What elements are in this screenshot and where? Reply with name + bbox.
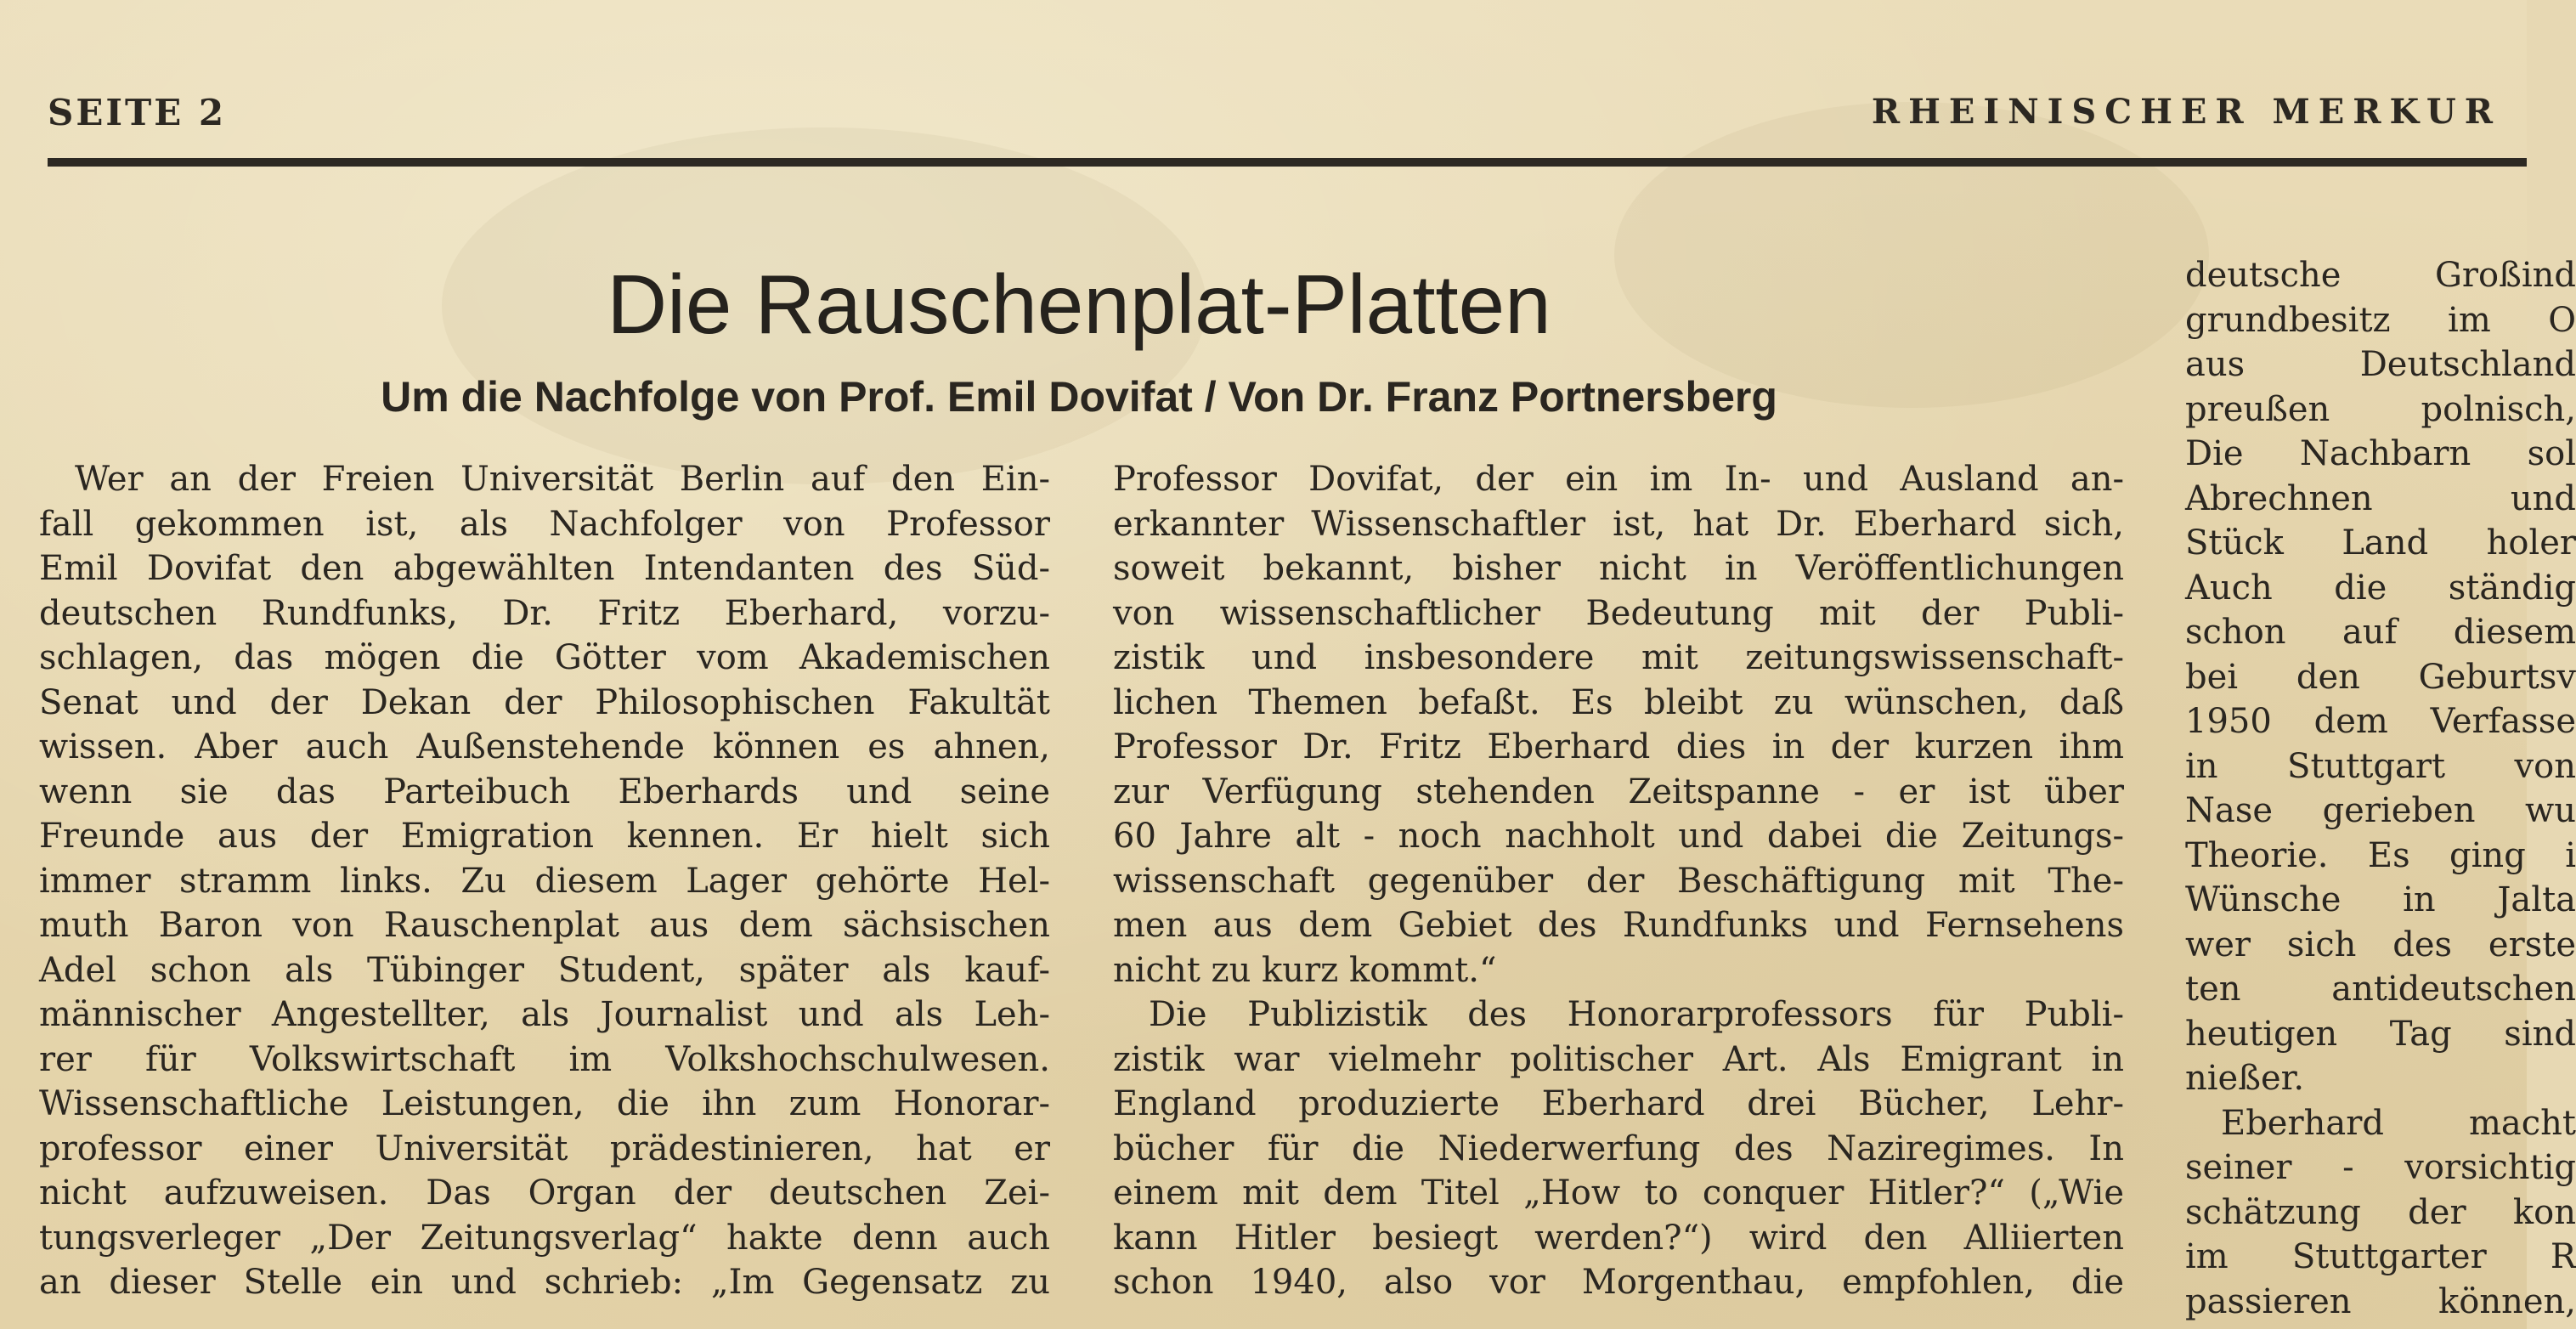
text-line: zistik war vielmehr politischer Art. Als Emigrant in [1113, 1039, 2124, 1079]
paper-stain [1614, 102, 2209, 408]
text-line: Auch die ständig [2185, 568, 2576, 608]
text-line: tungsverleger „Der Zeitungsverlag“ hakte denn auch [39, 1218, 1050, 1258]
text-line: zistik und insbesondere mit zeitungswissenschaft- [1113, 638, 2124, 677]
text-line: schlagen, das mögen die Götter vom Akademischen [39, 638, 1050, 677]
text-line: muth Baron von Rauschenplat aus dem sächsischen [39, 906, 1050, 945]
text-line: wissen. Aber auch Außenstehende können es ahnen, [39, 727, 1050, 766]
text-line: grundbesitz im O [2185, 300, 2576, 340]
text-line: Senat und der Dekan der Philosophischen Fakultät [39, 682, 1050, 722]
text-line: Theorie. Es ging i [2185, 835, 2576, 875]
text-line: zur Verfügung stehenden Zeitspanne - er ist über [1113, 772, 2124, 812]
text-line: Emil Dovifat den abgewählten Intendanten des Süd- [39, 549, 1050, 588]
text-line: soweit bekannt, bisher nicht in Veröffentlichungen [1113, 549, 2124, 588]
text-line: 1950 dem Verfasse [2185, 702, 2576, 741]
text-line: wissenschaft gegenüber der Beschäftigung mit The- [1113, 861, 2124, 901]
text-line: Eberhard macht [2221, 1103, 2576, 1143]
text-line: Die Nachbarn sol [2185, 434, 2576, 473]
text-line: Die Publizistik des Honorarprofessors für Publi- [1149, 995, 2124, 1034]
text-line: schon auf diesem [2185, 613, 2576, 652]
text-line: Wer an der Freien Universität Berlin auf den Ein- [75, 460, 1050, 499]
text-line: wenn sie das Parteibuch Eberhards und seine [39, 772, 1050, 812]
text-line: an dieser Stelle ein und schrieb: „Im Gegensatz zu [39, 1263, 1050, 1302]
header-rule [48, 158, 2527, 167]
text-line: im Stuttgarter R [2185, 1237, 2576, 1276]
text-line: Stück Land holer [2185, 523, 2576, 563]
text-line: immer stramm links. Zu diesem Lager gehörte Hel- [39, 861, 1050, 901]
text-line: lichen Themen befaßt. Es bleibt zu wünschen, daß [1113, 682, 2124, 722]
text-line: Nase gerieben wu [2185, 791, 2576, 830]
text-line: professor einer Universität prädestinieren, hat er [39, 1128, 1050, 1168]
text-line: Wünsche in Jalta [2185, 880, 2576, 919]
text-line: deutsche Großind [2185, 256, 2576, 295]
text-line: seiner - vorsichtig [2185, 1148, 2576, 1187]
text-line: nießer. [2185, 1059, 2305, 1098]
text-line: schätzung der kon [2185, 1192, 2576, 1232]
text-line: kann Hitler besiegt werden?“) wird den Alliierten [1113, 1218, 2124, 1258]
text-line: nicht zu kurz kommt.“ [1113, 950, 1497, 990]
text-line: Abrechnen und [2185, 478, 2576, 518]
newspaper-name: RHEINISCHER MERKUR [1871, 92, 2501, 132]
text-line: wer sich des erste [2185, 925, 2576, 964]
article-subheadline: Um die Nachfolge von Prof. Emil Dovifat / Von Dr. Franz Portnersberg [381, 373, 1777, 421]
text-line: ten antideutschen [2185, 970, 2576, 1009]
text-line: England produzierte Eberhard drei Bücher, Lehr- [1113, 1084, 2124, 1123]
text-line: von wissenschaftlicher Bedeutung mit der Publi- [1113, 593, 2124, 633]
text-line: preußen polnisch, [2185, 389, 2576, 429]
text-line: heutigen Tag sind [2185, 1014, 2576, 1054]
text-line: men aus dem Gebiet des Rundfunks und Fernsehens [1113, 906, 2124, 945]
text-line: rer für Volkswirtschaft im Volkshochschulwesen. [39, 1039, 1050, 1079]
text-line: bücher für die Niederwerfung des Naziregimes. In [1113, 1128, 2124, 1168]
article-headline: Die Rauschenplat-Platten [607, 257, 1551, 351]
text-line: 60 Jahre alt - noch nachholt und dabei die Zeitungs- [1113, 817, 2124, 856]
text-line: einem mit dem Titel „How to conquer Hitler?“ („Wie [1113, 1173, 2124, 1213]
article-column-1 [39, 457, 1050, 1305]
page-number: SEITE 2 [48, 92, 227, 133]
text-line: nicht aufzuweisen. Das Organ der deutschen Zei- [39, 1173, 1050, 1213]
text-line: männischer Angestellter, als Journalist und als Leh- [39, 995, 1050, 1034]
text-line: in Stuttgart von [2185, 746, 2576, 786]
text-line: Professor Dr. Fritz Eberhard dies in der kurzen ihm [1113, 727, 2124, 766]
text-line: Professor Dovifat, der ein im In- und Ausland an- [1113, 460, 2124, 499]
article-column-3 [2185, 253, 2576, 1324]
text-line: erkannter Wissenschaftler ist, hat Dr. Eberhard sich, [1113, 504, 2124, 544]
text-line: deutschen Rundfunks, Dr. Fritz Eberhard, vorzu- [39, 593, 1050, 633]
text-line: fall gekommen ist, als Nachfolger von Professor [39, 504, 1050, 544]
text-line: Wissenschaftliche Leistungen, die ihn zum Honorar- [39, 1084, 1050, 1123]
text-line: passieren können, [2185, 1281, 2576, 1321]
text-line: aus Deutschland [2185, 345, 2576, 384]
text-line: Freunde aus der Emigration kennen. Er hielt sich [39, 817, 1050, 856]
text-line: Adel schon als Tübinger Student, später als kauf- [39, 950, 1050, 990]
text-line: schon 1940, also vor Morgenthau, empfohlen, die [1113, 1263, 2124, 1302]
text-line: bei den Geburtsv [2185, 657, 2576, 697]
article-column-2 [1113, 457, 2124, 1305]
